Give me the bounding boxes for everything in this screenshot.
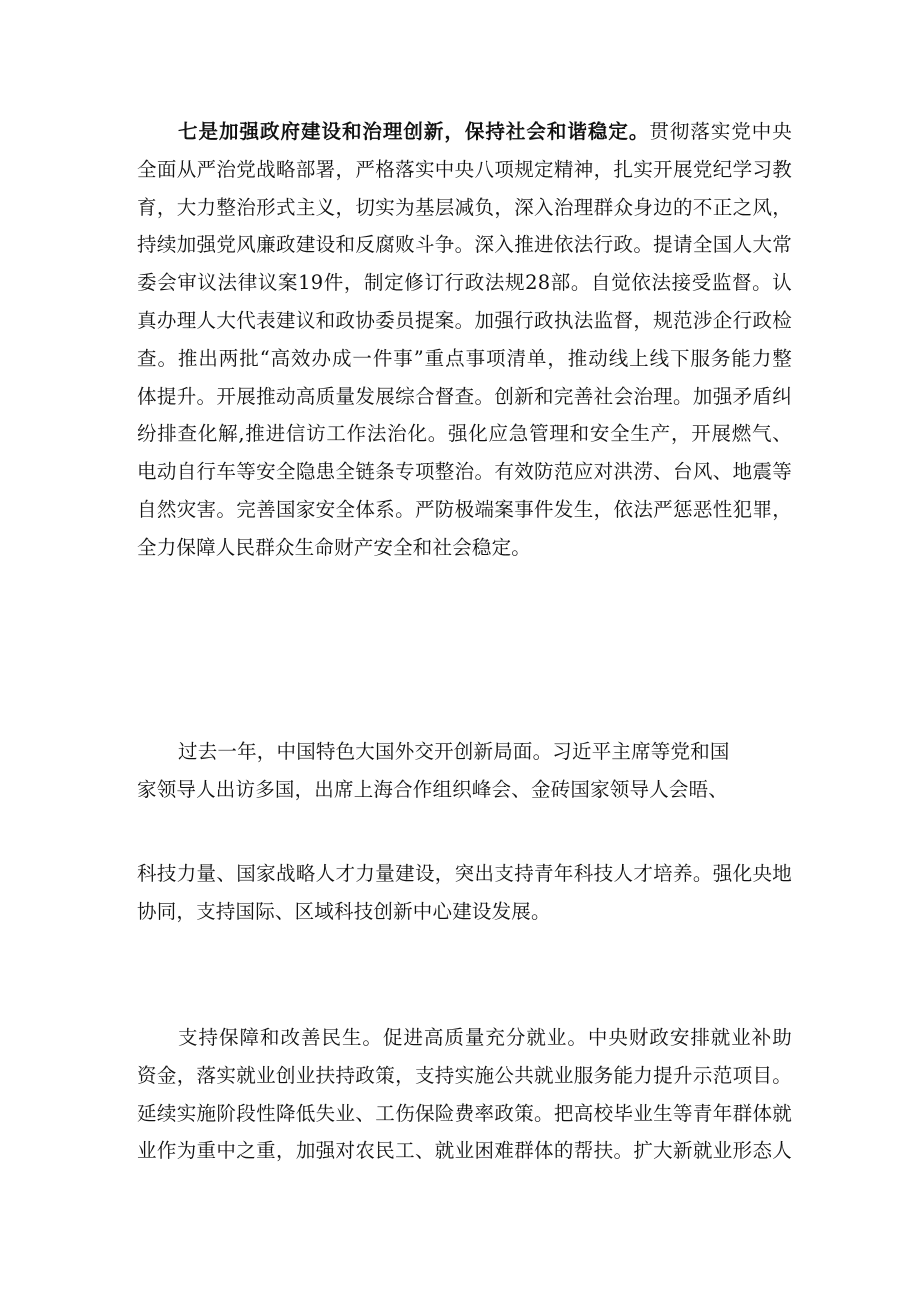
paragraph-line: 真办理人大代表建议和政协委员提案。加强行政执法监督，规范涉企行政检 bbox=[137, 308, 792, 332]
paragraph-line: 体提升。开展推动高质量发展综合督查。创新和完善社会治理。加强矛盾纠 bbox=[137, 384, 792, 408]
paragraph-line: 科技力量、国家战略人才力量建设，突出支持青年科技人才培养。强化央地 bbox=[137, 862, 792, 885]
paragraph-line: 自然灾害。完善国家安全体系。严防极端案事件发生，依法严惩恶性犯罪， bbox=[137, 497, 792, 521]
paragraph-line: 资金，落实就业创业扶持政策，支持实施公共就业服务能力提升示范项目。 bbox=[137, 1063, 792, 1087]
paragraph-line: 育，大力整治形式主义，切实为基层减负，深入治理群众身边的不正之风， bbox=[137, 195, 792, 219]
paragraph-line: 协同，支持国际、区域科技创新中心建设发展。 bbox=[137, 899, 551, 923]
paragraph-line: 家领导人出访多国，出席上海合作组织峰会、金砖国家领导人会晤、 bbox=[137, 777, 729, 801]
paragraph-technology bbox=[137, 855, 792, 931]
paragraph-line: 支持保障和改善民生。促进高质量充分就业。中央财政安排就业补助 bbox=[178, 1026, 792, 1049]
paragraph-line: 委会审议法律议案19件，制定修订行政法规28部。自觉依法接受监督。认 bbox=[137, 271, 792, 295]
paragraph-text: 贯彻落实党中央 bbox=[649, 120, 792, 143]
paragraph-line: 全力保障人民群众生命财产安全和社会稳定。 bbox=[137, 535, 532, 559]
paragraph-first-line bbox=[137, 113, 792, 151]
paragraph-line: 纷排查化解,推进信访工作法治化。强化应急管理和安全生产，开展燃气、 bbox=[137, 422, 792, 446]
paragraph-governance bbox=[137, 113, 792, 567]
paragraph-line: 持续加强党风廉政建设和反腐败斗争。深入推进依法行政。提请全国人大常 bbox=[137, 233, 792, 257]
paragraph-line: 延续实施阶段性降低失业、工伤保险费率政策。把高校毕业生等青年群体就 bbox=[137, 1101, 792, 1125]
section-heading: 七是加强政府建设和治理创新，保持社会和谐稳定。 bbox=[178, 120, 650, 143]
paragraph-livelihood bbox=[137, 1019, 792, 1170]
paragraph-line: 过去一年，中国特色大国外交开创新局面。习近平主席等党和国 bbox=[178, 740, 730, 763]
paragraph-line: 业作为重中之重，加强对农民工、就业困难群体的帮扶。扩大新就业形态人 bbox=[137, 1139, 792, 1163]
paragraph-line: 查。推出两批“高效办成一件事”重点事项清单，推动线上线下服务能力整 bbox=[137, 346, 792, 370]
paragraph-line: 电动自行车等安全隐患全链条专项整治。有效防范应对洪涝、台风、地震等 bbox=[137, 460, 792, 484]
paragraph-line: 全面从严治党战略部署，严格落实中央八项规定精神，扎实开展党纪学习教 bbox=[137, 157, 792, 181]
paragraph-diplomacy bbox=[137, 733, 792, 809]
